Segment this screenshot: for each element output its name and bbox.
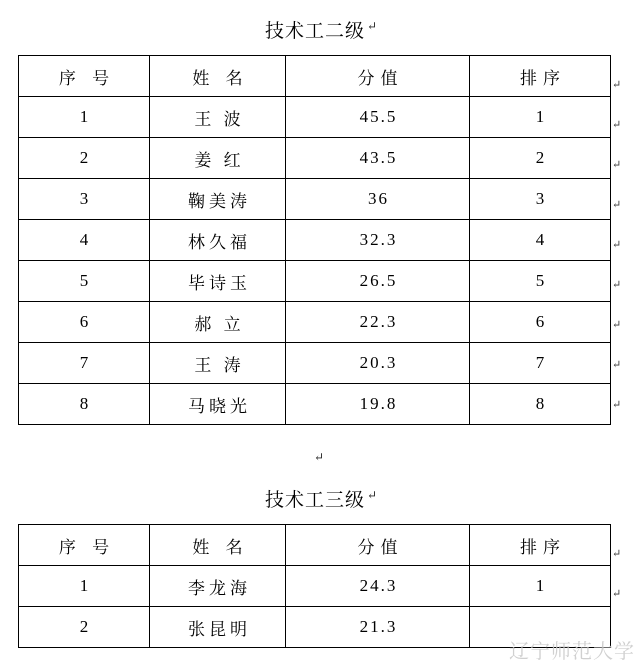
cell-score: 43.5 [286, 138, 470, 179]
paragraph-mark-icon: ↵ [612, 399, 622, 411]
cell-score: 32.3 [286, 220, 470, 261]
cell-no: 3 [19, 179, 150, 220]
cell-name: 郝 立 [150, 302, 286, 343]
table-row [19, 97, 611, 138]
cell-rank [470, 607, 611, 648]
table-header-row [19, 525, 611, 566]
column-header-name: 姓 名 [150, 56, 286, 97]
cell-no: 1 [19, 97, 150, 138]
cell-score: 19.8 [286, 384, 470, 425]
cell-no: 2 [19, 138, 150, 179]
cell-name: 王 涛 [150, 343, 286, 384]
cell-no: 7 [19, 343, 150, 384]
section-title-1 [0, 16, 643, 43]
table-header-row [19, 56, 611, 97]
cell-rank: 5 [470, 261, 611, 302]
table-row [19, 220, 611, 261]
cell-name: 姜 红 [150, 138, 286, 179]
table-row [19, 138, 611, 179]
cell-rank: 4 [470, 220, 611, 261]
cell-score: 45.5 [286, 97, 470, 138]
cell-score: 21.3 [286, 607, 470, 648]
cell-rank: 7 [470, 343, 611, 384]
paragraph-mark-icon: ↵ [612, 359, 622, 371]
table-row [19, 566, 611, 607]
paragraph-mark-icon: ↵ [612, 279, 622, 291]
column-header-no: 序 号 [19, 56, 150, 97]
column-header-no: 序 号 [19, 525, 150, 566]
cell-score: 26.5 [286, 261, 470, 302]
table-row [19, 261, 611, 302]
cell-rank: 6 [470, 302, 611, 343]
cell-rank: 1 [470, 566, 611, 607]
cell-name: 李龙海 [150, 566, 286, 607]
paragraph-mark-icon: ↵ [612, 239, 622, 251]
cell-name: 毕诗玉 [150, 261, 286, 302]
cell-no: 5 [19, 261, 150, 302]
paragraph-mark-icon: ↵ [612, 199, 622, 211]
paragraph-mark-icon: ↵ [314, 450, 325, 464]
column-header-rank: 排序 [470, 525, 611, 566]
paragraph-mark-icon: ↵ [366, 487, 379, 502]
cell-name: 马晓光 [150, 384, 286, 425]
paragraph-mark-icon: ↵ [612, 159, 622, 171]
cell-name: 王 波 [150, 97, 286, 138]
paragraph-mark-icon: ↵ [612, 319, 622, 331]
paragraph-mark-icon: ↵ [612, 588, 622, 600]
cell-score: 22.3 [286, 302, 470, 343]
cell-rank: 8 [470, 384, 611, 425]
column-header-score: 分值 [286, 56, 470, 97]
paragraph-mark-icon: ↵ [612, 548, 622, 560]
cell-no: 1 [19, 566, 150, 607]
cell-score: 36 [286, 179, 470, 220]
cell-no: 4 [19, 220, 150, 261]
column-header-rank: 排序 [470, 56, 611, 97]
table-technician-level-2 [18, 55, 611, 425]
table-row [19, 384, 611, 425]
section-title-2 [0, 485, 643, 512]
paragraph-mark-icon: ↵ [612, 119, 622, 131]
table-technician-level-3 [18, 524, 611, 648]
cell-name: 林久福 [150, 220, 286, 261]
cell-no: 8 [19, 384, 150, 425]
cell-rank: 1 [470, 97, 611, 138]
table-row [19, 179, 611, 220]
cell-rank: 2 [470, 138, 611, 179]
column-header-score: 分值 [286, 525, 470, 566]
cell-no: 6 [19, 302, 150, 343]
table-row [19, 607, 611, 648]
cell-rank: 3 [470, 179, 611, 220]
paragraph-mark-icon: ↵ [366, 18, 379, 33]
cell-name: 鞠美涛 [150, 179, 286, 220]
cell-score: 24.3 [286, 566, 470, 607]
section-title-2-text: 技术工三级 [264, 490, 365, 511]
cell-score: 20.3 [286, 343, 470, 384]
column-header-name: 姓 名 [150, 525, 286, 566]
table-row [19, 302, 611, 343]
cell-name: 张昆明 [150, 607, 286, 648]
paragraph-mark-icon: ↵ [612, 79, 622, 91]
section-title-1-text: 技术工二级 [264, 21, 365, 42]
table-row [19, 343, 611, 384]
cell-no: 2 [19, 607, 150, 648]
watermark: 辽宁师范大学 [509, 641, 635, 663]
